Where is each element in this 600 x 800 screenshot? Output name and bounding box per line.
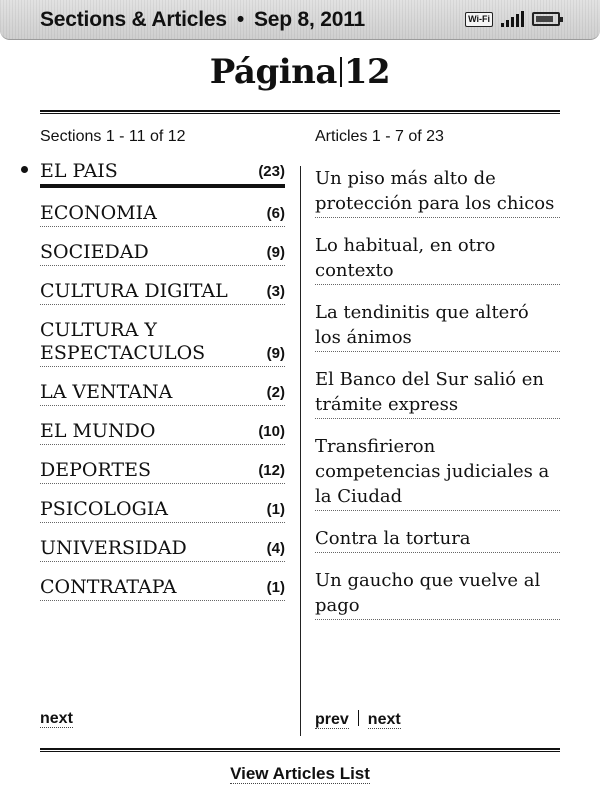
status-bar bbox=[0, 0, 600, 40]
bottom-rule bbox=[40, 748, 560, 752]
section-count: (12) bbox=[258, 462, 285, 479]
sections-list bbox=[40, 160, 285, 615]
section-count: (3) bbox=[266, 283, 285, 300]
screen-title: Sections & Articles bbox=[40, 8, 227, 31]
section-item[interactable] bbox=[40, 241, 285, 266]
article-item[interactable]: Un gaucho que vuelve al pago bbox=[315, 568, 560, 620]
articles-header: Articles 1 - 7 of 23 bbox=[315, 128, 444, 145]
section-count: (2) bbox=[266, 384, 285, 401]
section-name: EL MUNDO bbox=[40, 420, 156, 442]
section-count: (9) bbox=[266, 345, 285, 362]
section-item[interactable] bbox=[40, 319, 285, 367]
articles-list bbox=[315, 166, 560, 635]
logo-bar bbox=[340, 57, 342, 87]
section-name: EL PAIS bbox=[40, 160, 118, 182]
section-item[interactable] bbox=[40, 498, 285, 523]
section-name: CONTRATAPA bbox=[40, 576, 177, 598]
sections-header: Sections 1 - 11 of 12 bbox=[40, 128, 186, 145]
section-name: UNIVERSIDAD bbox=[40, 537, 187, 559]
article-item[interactable]: El Banco del Sur salió en trámite express bbox=[315, 367, 560, 419]
status-title bbox=[40, 8, 365, 32]
section-item[interactable] bbox=[40, 160, 285, 188]
section-item[interactable] bbox=[40, 381, 285, 406]
section-item[interactable] bbox=[40, 280, 285, 305]
title-separator: • bbox=[236, 8, 244, 31]
articles-prev-link[interactable]: prev bbox=[315, 711, 349, 728]
section-count: (9) bbox=[266, 244, 285, 261]
section-name: LA VENTANA bbox=[40, 381, 173, 403]
top-rule bbox=[40, 110, 560, 114]
article-item[interactable]: La tendinitis que alteró los ánimos bbox=[315, 300, 560, 352]
section-count: (23) bbox=[258, 163, 285, 180]
section-name: ECONOMIA bbox=[40, 202, 157, 224]
section-count: (1) bbox=[266, 579, 285, 596]
section-name: DEPORTES bbox=[40, 459, 151, 481]
view-articles-list-link[interactable]: View Articles List bbox=[230, 764, 370, 783]
articles-pager bbox=[315, 710, 401, 729]
article-item[interactable]: Contra la tortura bbox=[315, 526, 560, 553]
selection-bullet-icon bbox=[21, 166, 28, 173]
wifi-icon: Wi-Fi bbox=[465, 12, 493, 27]
sections-pager bbox=[40, 710, 73, 728]
pager-separator bbox=[358, 710, 359, 726]
section-name: SOCIEDAD bbox=[40, 241, 149, 263]
articles-next-link[interactable]: next bbox=[367, 711, 401, 728]
logo-number: 12 bbox=[343, 52, 391, 92]
section-item[interactable] bbox=[40, 202, 285, 227]
article-item[interactable]: Transfirieron competencias judiciales a la Ciudad bbox=[315, 434, 560, 511]
section-item[interactable] bbox=[40, 459, 285, 484]
section-item[interactable] bbox=[40, 576, 285, 601]
section-name: PSICOLOGIA bbox=[40, 498, 169, 520]
signal-icon bbox=[501, 11, 524, 27]
article-item[interactable]: Lo habitual, en otro contexto bbox=[315, 233, 560, 285]
section-name: CULTURA Y ESPECTACULOS bbox=[40, 319, 206, 364]
section-count: (10) bbox=[258, 423, 285, 440]
footer bbox=[0, 764, 600, 784]
section-count: (6) bbox=[266, 205, 285, 222]
section-count: (4) bbox=[266, 540, 285, 557]
section-item[interactable] bbox=[40, 420, 285, 445]
section-name: CULTURA DIGITAL bbox=[40, 280, 228, 302]
article-item[interactable]: Un piso más alto de protección para los chicos bbox=[315, 166, 560, 218]
status-date: Sep 8, 2011 bbox=[253, 8, 366, 31]
battery-level bbox=[536, 16, 553, 22]
section-count: (1) bbox=[266, 501, 285, 518]
column-divider bbox=[300, 166, 301, 736]
section-item[interactable] bbox=[40, 537, 285, 562]
battery-icon bbox=[532, 12, 560, 26]
sections-next-link[interactable]: next bbox=[40, 710, 73, 727]
logo-text: Página bbox=[209, 52, 337, 92]
status-icons bbox=[465, 11, 560, 27]
newspaper-logo bbox=[0, 52, 600, 92]
